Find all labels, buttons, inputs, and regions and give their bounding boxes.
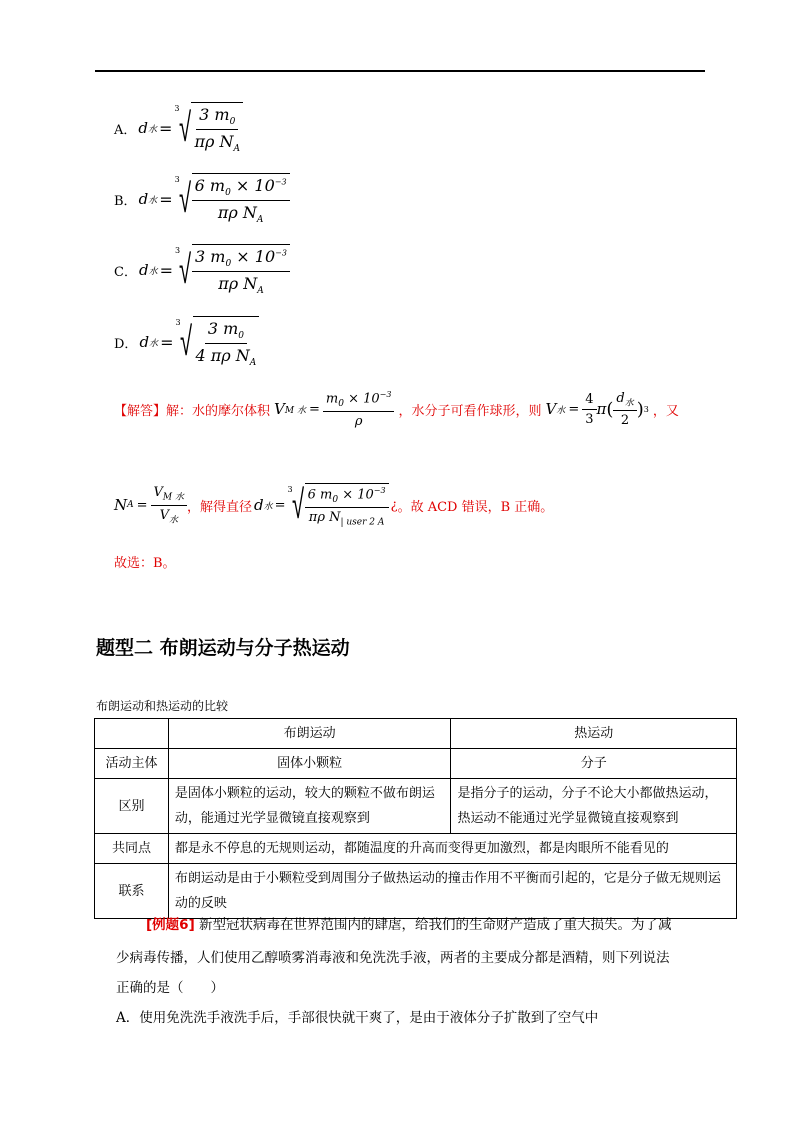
frac-den: 3 <box>585 411 594 427</box>
table-row <box>95 749 737 779</box>
row-label: 活动主体 <box>95 749 169 779</box>
numerator: 3 m <box>207 319 239 338</box>
numerator-sub: 0 <box>225 188 231 199</box>
numerator-sup: −3 <box>373 486 386 495</box>
table-header <box>95 719 169 749</box>
numerator-tail: × 10 <box>235 176 275 195</box>
table-caption: 布朗运动和热运动的比较 <box>96 699 229 713</box>
example-line-3: 正确的是（ ） <box>116 980 224 996</box>
table-row <box>95 834 737 864</box>
table-header: 布朗运动 <box>168 719 451 749</box>
cube-root: 3 √ $\frac{3 m_0}{\pi\rho N_A}$ <box>174 102 243 154</box>
table-cell: 布朗运动是由于小颗粒受到周围分子做热运动的撞击作用不平衡而引起的，它是分子做无规则运动的反映 <box>168 864 736 919</box>
answer-text: ，解得直径 <box>187 499 253 515</box>
numerator-sup: −3 <box>379 390 392 399</box>
section-heading: 题型二 布朗运动与分子热运动 <box>96 637 350 659</box>
numerator-sup: −3 <box>274 177 287 187</box>
example-text: 新型冠状病毒在世界范围内的肆虐，给我们的生命财产造成了重大损失。为了减 <box>199 917 672 933</box>
option-label: C． <box>114 264 137 280</box>
denominator-sub: A <box>249 358 257 369</box>
denominator-sub: A <box>257 286 264 297</box>
answer-text: 解：水的摩尔体积 <box>166 403 271 419</box>
d-subscript: 水 <box>263 501 273 512</box>
example-line-2: 少病毒传播，人们使用乙醇喷雾消毒液和免洗洗手液，两者的主要成分都是酒精，则下列说法 <box>116 950 670 966</box>
answer-line-1 <box>114 390 679 429</box>
table-header: 热运动 <box>451 719 737 749</box>
d-symbol: d <box>138 190 149 209</box>
na-symbol: N <box>114 496 128 515</box>
molar-volume-numerator: m <box>325 391 339 407</box>
numerator-sub: 0 <box>338 398 344 409</box>
numerator-tail: × 10 <box>342 487 374 503</box>
option-label: A． <box>114 122 137 138</box>
root-index: 3 <box>174 246 181 255</box>
paren-close: ) <box>636 398 644 420</box>
numerator-tail: × 10 <box>236 247 276 266</box>
denominator-sub: A <box>233 144 240 155</box>
na-subscript: A <box>127 500 134 511</box>
pi-symbol: π <box>596 400 607 419</box>
root-index: 3 <box>175 318 181 327</box>
d-symbol: d <box>139 333 150 352</box>
cube-exponent: 3 <box>643 404 649 414</box>
row-label: 联系 <box>95 864 169 919</box>
numerator: 3 m <box>195 247 226 266</box>
numerator-sub: 0 <box>229 117 236 128</box>
example-option-a[interactable]: A．使用免洗洗手液洗手后，手部很快就干爽了，是由于液体分子扩散到了空气中 <box>116 1010 599 1026</box>
numerator-sub: 0 <box>332 494 339 505</box>
d-subscript: 水 <box>148 195 158 206</box>
denominator: 4 πρ N <box>195 346 250 366</box>
numerator-sub: 0 <box>225 259 232 270</box>
d-symbol: d <box>138 261 149 280</box>
example-line-1 <box>146 909 672 942</box>
molar-volume-denominator: ρ <box>354 413 363 429</box>
numerator-sub: 0 <box>238 331 244 342</box>
cube-root: 3 √ $\frac{3 m_0}{4 \pi\rho N_A}$ <box>175 316 259 368</box>
table-cell: 固体小颗粒 <box>168 749 451 779</box>
numerator: 6 m <box>194 176 226 195</box>
table-cell: 都是永不停息的无规则运动，都随温度的升高而变得更加激烈，都是肉眼所不能看见的 <box>168 834 736 864</box>
numerator: 6 m <box>307 487 333 503</box>
root-index: 3 <box>174 175 180 184</box>
v-subscript: 水 <box>168 515 178 526</box>
header-rule <box>95 70 705 72</box>
option-a[interactable]: A． d 水 = 3 √ $\frac{3 m_0}{\pi\rho N_A}$ <box>114 102 243 154</box>
d-subscript: 水 <box>624 398 634 409</box>
frac-num: 4 <box>582 392 596 410</box>
cube-root: 3 √ $\frac{3 m_0 \times 10^{-3}}{\pi\rho N_A}$ <box>175 244 290 296</box>
equals: = <box>308 401 320 417</box>
table-header-row <box>95 719 737 749</box>
answer-text: ，水分子可看作球形，则 <box>398 403 542 419</box>
cube-root: 3 √ $\frac{6 m_0 \times 10^{-3}}{\pi\rho N_{| user 2 A}}$ <box>288 483 389 528</box>
d-subscript: 水 <box>148 124 158 135</box>
numerator-sup: −3 <box>275 248 287 258</box>
row-label: 共同点 <box>95 834 169 864</box>
option-d[interactable]: D． d 水 = 3 √ $\frac{3 m_0}{4 \pi\rho N_A}$ <box>114 316 259 368</box>
equals: = <box>568 401 580 417</box>
v-symbol: V <box>545 400 557 419</box>
numerator-tail: × 10 <box>348 391 380 407</box>
table-cell: 分子 <box>451 749 737 779</box>
d-symbol: d <box>616 390 625 406</box>
vm-subscript: M 水 <box>284 405 306 416</box>
option-c[interactable]: C． d 水 = 3 √ $\frac{3 m_0 \times 10^{-3}}{\pi\rho N_A}$ <box>114 244 290 296</box>
d-subscript: 水 <box>148 266 158 277</box>
denominator-sub: A <box>256 215 264 226</box>
row-label: 区别 <box>95 779 169 834</box>
d-symbol: d <box>254 496 264 515</box>
v-symbol: V <box>159 507 169 523</box>
answer-text: 。故 ACD 错误，B 正确。 <box>397 499 554 515</box>
option-label: B． <box>114 193 137 209</box>
vm-symbol: V <box>153 485 163 501</box>
vm-symbol: V <box>274 400 285 419</box>
stray-glyph: ¿ <box>390 497 398 513</box>
denominator: πρ N <box>308 509 341 525</box>
option-label: D． <box>114 336 138 352</box>
vm-subscript: M 水 <box>162 492 184 503</box>
denominator: πρ N <box>194 132 234 152</box>
example-tag: [例题6] <box>146 917 195 933</box>
table-row <box>95 779 737 834</box>
root-index: 3 <box>174 104 180 113</box>
answer-tag: 【解答】 <box>114 403 167 419</box>
frac-den: 2 <box>620 413 630 429</box>
root-index: 3 <box>287 485 293 494</box>
table-cell: 是指分子的运动，分子不论大小都做热运动，热运动不能通过光学显微镜直接观察到 <box>451 779 737 834</box>
option-b[interactable]: B． d 水 = 3 √ $\frac{6 m_0 \times 10^{-3}}{\pi\rho N_A}$ <box>114 173 290 225</box>
d-subscript: 水 <box>149 338 159 349</box>
denominator-sub: | user 2 A <box>340 517 385 528</box>
v-subscript: 水 <box>556 405 566 416</box>
comparison-table <box>94 718 737 919</box>
d-symbol: d <box>138 119 148 138</box>
paren-open: ( <box>606 398 614 420</box>
answer-conclusion: 故选：B。 <box>114 556 176 571</box>
denominator: πρ N <box>217 203 257 223</box>
numerator: 3 m <box>199 105 230 124</box>
table-cell: 是固体小颗粒的运动，较大的颗粒不做布朗运动，能通过光学显微镜直接观察到 <box>168 779 451 834</box>
answer-text: ，又 <box>652 403 679 419</box>
cube-root: 3 √ $\frac{6 m_0 \times 10^{-3}}{\pi\rho N_A}$ <box>175 173 290 225</box>
denominator: πρ N <box>218 274 258 294</box>
answer-line-2: N A = $\frac{V_{M 水}}{V_水}$ ，解得直径 d 水 = 3 √ $\frac{6 m_0 \times 10^{-3}}{\pi\rho N_{| user 2 A}}$ ¿ 。故 ACD 错误，B 正确。 <box>114 482 554 529</box>
